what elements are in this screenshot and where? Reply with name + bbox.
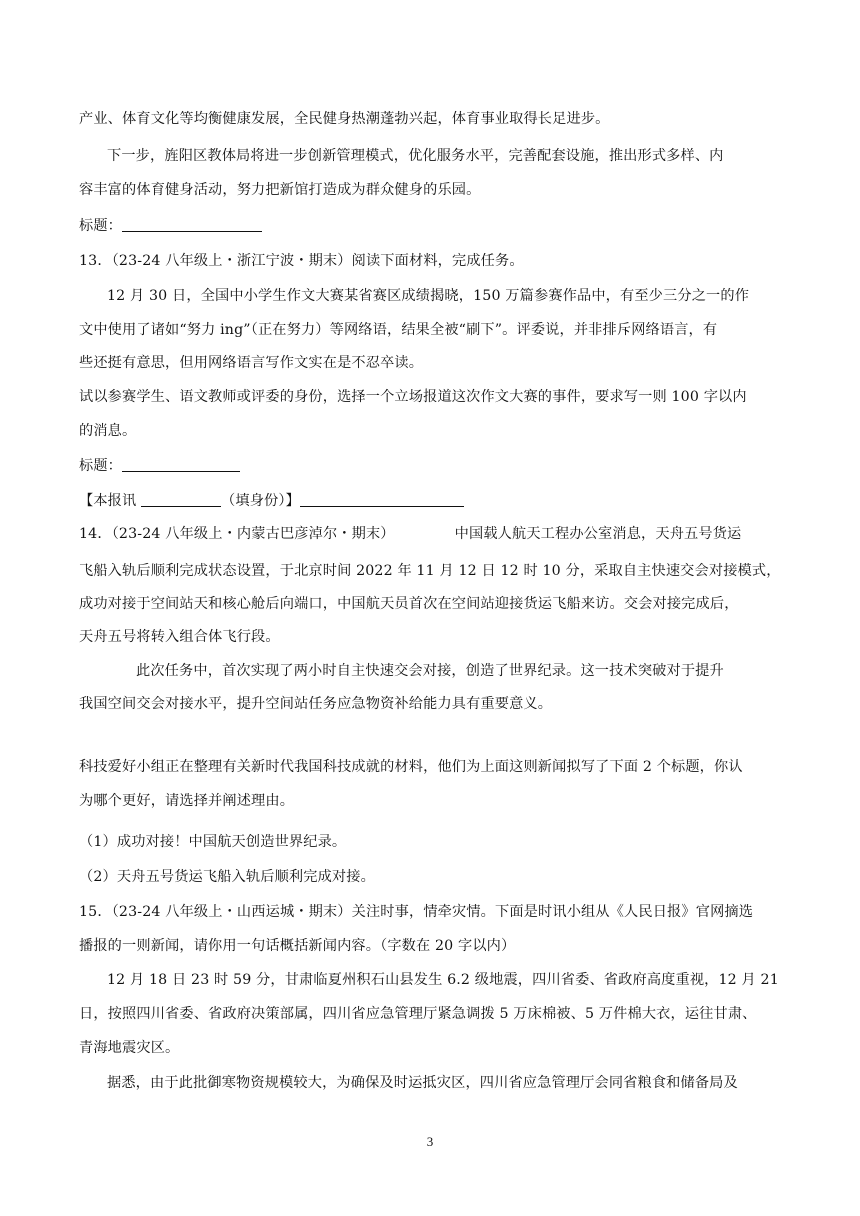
identity-blank[interactable] bbox=[141, 492, 221, 507]
question-13-heading: 13．（23-24 八年级上・浙江宁波・期末）阅读下面材料，完成任务。 bbox=[79, 253, 524, 269]
identity-hint: （填身份）】 bbox=[221, 493, 300, 509]
text-line: 据悉，由于此批御寒物资规模较大，为确保及时运抵灾区，四川省应急管理厅会同省粮食和储备局及 bbox=[107, 1075, 738, 1091]
text-line: 青海地震灾区。 bbox=[79, 1040, 180, 1056]
question-14-source: 14．（23-24 八年级上・内蒙古巴彦淖尔・期末） bbox=[79, 526, 395, 542]
text-line: 科技爱好小组正在整理有关新时代我国科技成就的材料，他们为上面这则新闻拟写了下面 2 个标题，你认 bbox=[79, 759, 743, 775]
text-line: 产业、体育文化等均衡健康发展，全民健身热潮蓬勃兴起，体育事业取得长足进步。 bbox=[79, 111, 610, 127]
news-blank[interactable] bbox=[300, 492, 464, 507]
option-1: （1）成功对接！中国航天创造世界纪录。 bbox=[79, 834, 347, 850]
question-14-heading bbox=[79, 524, 789, 544]
text-line: 的消息。 bbox=[79, 423, 137, 439]
answer-line-title bbox=[79, 216, 789, 236]
option-2: （2）天舟五号货运飞船入轨后顺利完成对接。 bbox=[79, 869, 375, 885]
text-line: 天舟五号将转入组合体飞行段。 bbox=[79, 629, 280, 645]
text-line: 我国空间交会对接水平，提升空间站任务应急物资补给能力具有重要意义。 bbox=[79, 696, 553, 712]
text-span: 中国载人航天工程办公室消息，天舟五号货运 bbox=[454, 526, 742, 542]
text-line: 12 月 30 日，全国中小学生作文大赛某省赛区成绩揭晓，150 万篇参赛作品中，有至少三分之一的作 bbox=[107, 288, 750, 304]
text-line: 此次任务中，首次实现了两小时自主快速交会对接，创造了世界纪录。这一技术突破对于提升 bbox=[136, 663, 724, 679]
text-line: 容丰富的体育健身活动，努力把新馆打造成为群众健身的乐园。 bbox=[79, 182, 481, 198]
text-line: 文中使用了诸如“努力 ing”（正在努力）等网络语，结果全被“刷下”。评委说，并非排斥网络语言，有 bbox=[79, 322, 718, 338]
answer-blank[interactable] bbox=[122, 217, 262, 232]
title-label: 标题： bbox=[79, 218, 123, 234]
answer-blank[interactable] bbox=[122, 457, 240, 472]
text-line: 下一步，旌阳区教体局将进一步创新管理模式，优化服务水平，完善配套设施，推出形式多样、内 bbox=[107, 148, 724, 164]
text-line: 试以参赛学生、语文教师或评委的身份，选择一个立场报道这次作文大赛的事件，要求写一则 100 字以内 bbox=[79, 389, 747, 405]
text-line: 为哪个更好，请选择并阐述理由。 bbox=[79, 793, 295, 809]
text-line: 些还挺有意思，但用网络语言写作文实在是不忍卒读。 bbox=[79, 355, 424, 371]
page-number: 3 bbox=[426, 1134, 434, 1149]
answer-line-news bbox=[79, 491, 789, 511]
text-line: 飞船入轨后顺利完成状态设置，于北京时间 2022 年 11 月 12 日 12 时 10 分，采取自主快速交会对接模式， bbox=[79, 563, 781, 579]
title-label: 标题： bbox=[79, 458, 123, 474]
question-15-heading: 15．（23-24 八年级上・山西运城・期末）关注时事，情牵灾情。下面是时讯小组从《人民日报》官网摘选 bbox=[79, 904, 754, 920]
text-line: 12 月 18 日 23 时 59 分，甘肃临夏州积石山县发生 6.2 级地震，四川省委、省政府高度重视，12 月 21 bbox=[107, 972, 779, 988]
text-line: 成功对接于空间站天和核心舱后向端口，中国航天员首次在空间站迎接货运飞船来访。交会对接完成后， bbox=[79, 596, 739, 612]
text-line: 播报的一则新闻，请你用一句话概括新闻内容。（字数在 20 字以内） bbox=[79, 938, 516, 954]
news-prefix: 【本报讯 bbox=[79, 493, 137, 509]
answer-line-title bbox=[79, 456, 789, 476]
text-line: 日，按照四川省委、省政府决策部属，四川省应急管理厅紧急调拨 5 万床棉被、5 万件棉大衣，运往甘肃、 bbox=[79, 1006, 757, 1022]
